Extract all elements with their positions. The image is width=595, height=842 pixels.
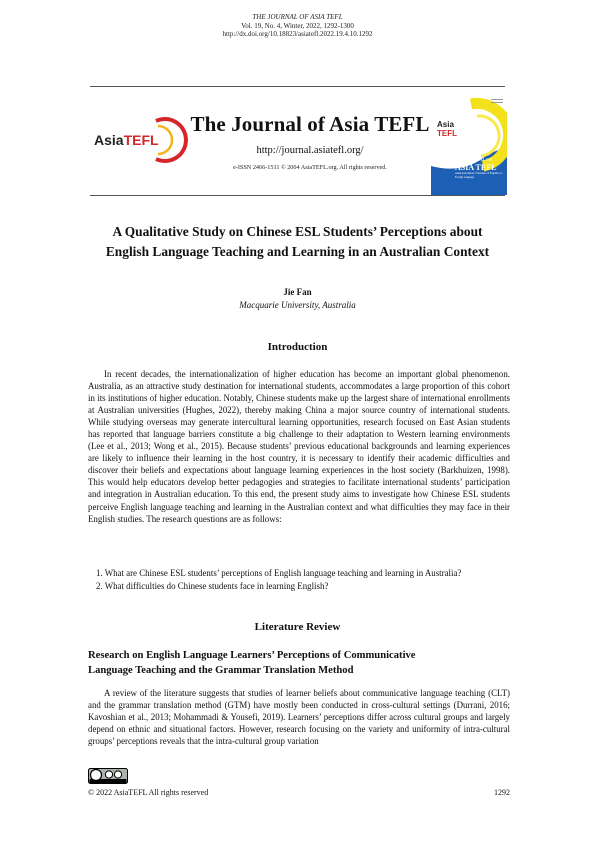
logo-asia-text: Asia bbox=[94, 132, 124, 148]
running-header-volume: Vol. 19, No. 4, Winter, 2022, 1292-1300 bbox=[241, 21, 354, 30]
journal-url[interactable]: http://journal.asiatefl.org/ bbox=[256, 145, 364, 156]
research-questions-list bbox=[96, 567, 516, 593]
research-question-1: 1. What are Chinese ESL students’ perceptions of English language teaching and learning in Australia? bbox=[96, 568, 462, 578]
cc-by-icon bbox=[88, 768, 128, 784]
cover-art-icon bbox=[431, 96, 507, 195]
author-name: Jie Fan bbox=[283, 287, 312, 297]
masthead-top-rule bbox=[90, 86, 505, 87]
running-header bbox=[0, 13, 595, 39]
journal-cover-thumbnail bbox=[431, 96, 507, 195]
cover-logo-asia: Asia bbox=[437, 120, 454, 129]
masthead-title-block bbox=[190, 112, 430, 137]
cc-license-badge[interactable] bbox=[88, 768, 128, 784]
cover-title-line1: THE JOURNAL OF bbox=[455, 157, 493, 162]
journal-issn: e-ISSN 2466-1511 © 2004 AsiaTEFL.org. All rights reserved. bbox=[233, 164, 387, 171]
cover-logo bbox=[437, 120, 457, 138]
literature-review-paragraph bbox=[88, 687, 510, 747]
footer-copyright: © 2022 AsiaTEFL All rights reserved bbox=[88, 788, 209, 797]
literature-review-paragraph-text: A review of the literature suggests that studies of learner beliefs about communicative language teaching (CLT) and the grammar translation method (GTM) have mostly been conducted in cross-cultural settings (Durrani, 2016; Kavoshian et al., 2013; Mohammadi & Yousefi, 2019). Learners’ perceptions differ across cultural groups and largely depend on ethnic and situational factors. However, research focusing on the variety and uniformity of intra-cultural groups’ perceptions reveals that the intra-cultural group variation bbox=[88, 688, 510, 747]
footer-page-number: 1292 bbox=[494, 788, 510, 797]
subheading-line1: Research on English Language Learners’ Perceptions of Communicative bbox=[88, 650, 416, 661]
introduction-heading: Introduction bbox=[267, 341, 328, 353]
cover-logo-tefl: TEFL bbox=[437, 129, 457, 138]
logo-tefl-text: TEFL bbox=[123, 132, 159, 148]
cover-title bbox=[455, 156, 505, 180]
paper-title bbox=[40, 222, 555, 262]
cover-title-line3: Asian Association of Teachers of English as a Foreign Language bbox=[455, 172, 503, 179]
asiatefl-logo-text bbox=[94, 132, 159, 148]
cover-title-line2: ASIA TEFL bbox=[455, 163, 497, 172]
running-header-journal: THE JOURNAL OF ASIA TEFL bbox=[252, 13, 343, 21]
research-question-2: 2. What difficulties do Chinese students face in learning English? bbox=[96, 581, 329, 591]
paper-title-line1: A Qualitative Study on Chinese ESL Students’ Perceptions about bbox=[112, 224, 483, 239]
literature-review-subheading bbox=[88, 648, 510, 678]
introduction-paragraph-text: In recent decades, the internationalization of higher education has become an important global phenomenon. Australia, as an attractive study destination for international students, accommodates a large proportion of this cohort in its institutions of higher education. Notably, Chinese students make up the largest share of international enrollments at Australian universities (Hughes, 2022), thereby making China a major source country of international students. While studying overseas may generate intercultural learning opportunities, research focused on East Asian students has reported that language barriers constitute a big challenge to their adaptation to Western learning environments (Lee et al., 2013; Wong et al., 2015). Because students’ previous educational backgrounds and learning experiences are likely to influence their learning in the host country, it is necessary to identify their academic difficulties and discover their beliefs and expectations about language learning experiences in the host society (Barkhuizen, 1998). This would help educators develop better pedagogies and strategies to facilitate international students’ participation and integration in Australian education. To this end, the present study aims to investigate how Chinese ESL students perceive English language teaching and learning in the Australian context and what difficulties they may face in their English studies. The research questions are as follows: bbox=[88, 369, 510, 524]
journal-title: The Journal of Asia TEFL bbox=[190, 112, 430, 136]
asiatefl-logo bbox=[94, 117, 194, 163]
author-affiliation: Macquarie University, Australia bbox=[239, 300, 356, 310]
literature-review-heading: Literature Review bbox=[254, 621, 341, 633]
running-header-doi: http://dx.doi.org/10.18823/asiatefl.2022.19.4.10.1292 bbox=[222, 30, 373, 38]
masthead-bottom-rule bbox=[90, 195, 505, 196]
introduction-paragraph bbox=[88, 368, 510, 525]
paper-title-line2: English Language Teaching and Learning in an Australian Context bbox=[105, 244, 490, 259]
subheading-line2: Language Teaching and the Grammar Translation Method bbox=[88, 665, 354, 676]
